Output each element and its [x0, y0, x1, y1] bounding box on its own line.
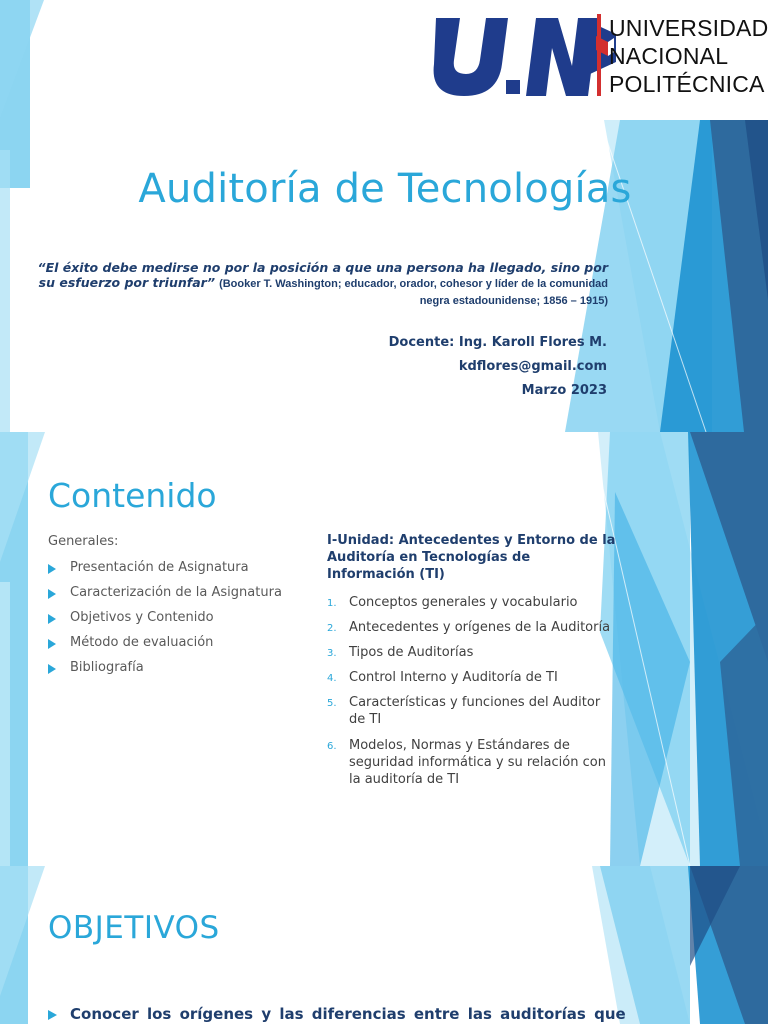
- list-item-number: 4.: [327, 673, 337, 684]
- university-name-line: UNIVERSIDAD: [609, 15, 768, 41]
- list-item-number: 1.: [327, 598, 337, 609]
- bullet-triangle-icon: [48, 564, 56, 574]
- quote-text: “El éxito debe medirse no por la posición a que una persona ha llegado, sino por su esfuerzo por triunfar”: [37, 260, 608, 290]
- bullet-triangle-icon: [48, 614, 56, 624]
- contents-heading: Contenido: [48, 476, 217, 515]
- quote-attribution: (Booker T. Washington; educador, orador, cohesor y líder de la comunidad negra estadounidense; 1856 – 1915): [219, 278, 608, 307]
- slide-objectives: [0, 866, 768, 1024]
- list-item-number: 6.: [327, 741, 337, 752]
- bullet-triangle-icon: [48, 589, 56, 599]
- list-item-label: Conceptos generales y vocabulario: [349, 595, 578, 610]
- list-item-label: Antecedentes y orígenes de la Auditoría: [349, 620, 611, 635]
- list-item-label: Control Interno y Auditoría de TI: [349, 670, 558, 685]
- logo-divider: [597, 14, 601, 96]
- list-item-number: 5.: [327, 698, 337, 709]
- slide-title: [0, 0, 768, 432]
- university-name-line: POLITÉCNICA: [609, 71, 765, 97]
- list-item-label: Objetivos y Contenido: [70, 610, 214, 625]
- bullet-triangle-icon: [48, 639, 56, 649]
- bullet-triangle-icon: [48, 664, 56, 674]
- slide-contents: [0, 432, 768, 866]
- presentation-date: Marzo 2023: [521, 383, 607, 398]
- list-item-number: 3.: [327, 648, 337, 659]
- university-name-line: NACIONAL: [609, 43, 729, 69]
- docente-email: kdflores@gmail.com: [458, 359, 607, 374]
- un-logo-mark: [432, 16, 616, 98]
- quote-block: [28, 260, 608, 309]
- unit-title: I-Unidad: Antecedentes y Entorno de la Auditoría en Tecnologías de Información (TI): [327, 533, 616, 582]
- objective-text: Conocer los orígenes y las diferencias entre las auditorías que: [70, 1005, 626, 1023]
- list-item-label: Características y funciones del Auditor de TI: [349, 695, 601, 727]
- list-item-label: Método de evaluación: [70, 635, 214, 650]
- generales-label: Generales:: [48, 534, 119, 549]
- list-item-label: Modelos, Normas y Estándares de seguridad informática y su relación con la auditoría de TI: [349, 738, 606, 787]
- university-name: [609, 14, 768, 98]
- docente-name: Docente: Ing. Karoll Flores M.: [388, 335, 607, 350]
- list-item-label: Bibliografía: [70, 660, 144, 675]
- list-item-label: Presentación de Asignatura: [70, 560, 249, 575]
- slide-title-heading: Auditoría de Tecnologías: [138, 166, 632, 212]
- bullet-triangle-icon: [48, 1010, 57, 1020]
- list-item-label: Caracterización de la Asignatura: [70, 585, 282, 600]
- list-item-label: Tipos de Auditorías: [349, 645, 474, 660]
- list-item-number: 2.: [327, 623, 337, 634]
- objectives-heading: OBJETIVOS: [48, 910, 220, 946]
